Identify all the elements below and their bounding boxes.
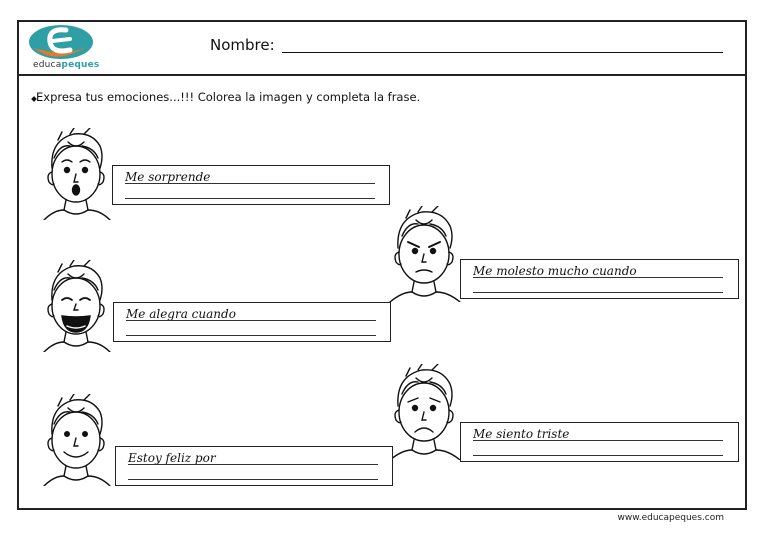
phrase-box-sad[interactable] xyxy=(460,422,739,462)
writing-line xyxy=(125,183,375,184)
happy-face-icon xyxy=(40,394,112,486)
name-field[interactable] xyxy=(282,52,723,53)
laughing-face-icon xyxy=(40,260,112,352)
writing-line xyxy=(473,277,723,278)
phrase-box-laughing[interactable] xyxy=(113,302,391,342)
writing-line xyxy=(126,320,376,321)
writing-line xyxy=(125,198,375,199)
brand-part1: educa xyxy=(33,60,62,70)
angry-face-icon xyxy=(386,206,464,302)
writing-line xyxy=(128,479,378,480)
phrase-text: Me molesto mucho cuando xyxy=(473,264,637,278)
phrase-text: Me siento triste xyxy=(473,427,570,441)
phrase-text: Estoy feliz por xyxy=(128,451,216,465)
brand-part2: peques xyxy=(61,60,100,70)
name-label: Nombre: xyxy=(210,36,275,54)
phrase-box-happy[interactable] xyxy=(115,446,393,486)
writing-line xyxy=(473,292,723,293)
sad-face-icon xyxy=(386,364,464,460)
writing-line xyxy=(126,335,376,336)
footer-url[interactable]: www.educapeques.com xyxy=(617,513,724,523)
surprised-face-icon xyxy=(40,128,112,220)
phrase-box-surprised[interactable] xyxy=(112,165,390,205)
writing-line xyxy=(128,464,378,465)
phrase-text: Me alegra cuando xyxy=(126,307,236,321)
phrase-box-angry[interactable] xyxy=(460,259,739,299)
header-divider xyxy=(17,74,747,76)
brand-wordmark xyxy=(33,60,99,70)
writing-line xyxy=(473,440,723,441)
instruction-text: Expresa tus emociones...!!! Colorea la imagen y completa la frase. xyxy=(36,90,421,104)
writing-line xyxy=(473,455,723,456)
phrase-text: Me sorprende xyxy=(125,170,211,184)
